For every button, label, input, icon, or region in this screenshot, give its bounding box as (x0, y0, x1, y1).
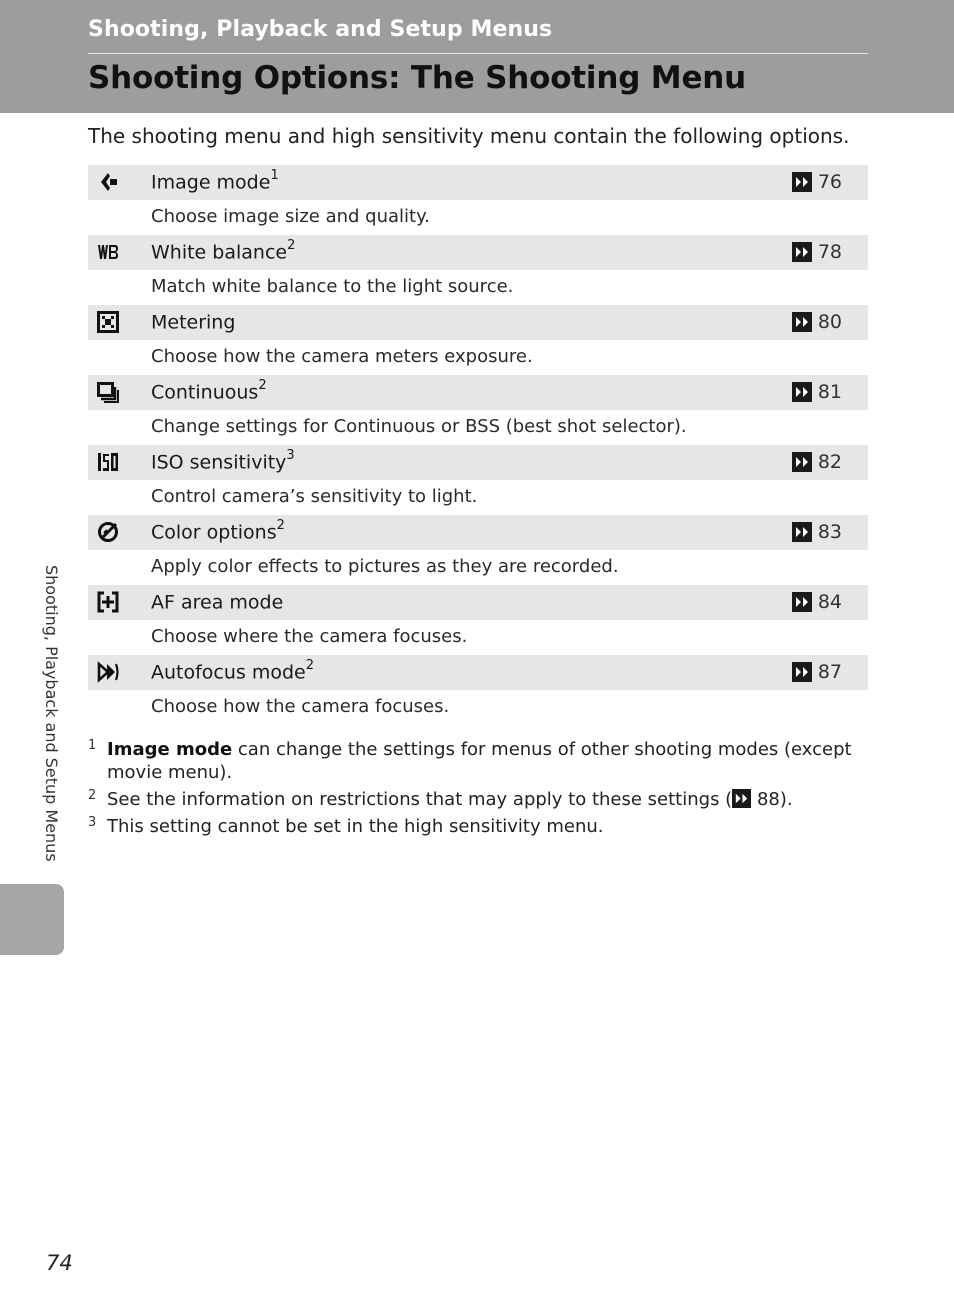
shooting-menu-table (88, 165, 868, 725)
menu-item-header (88, 515, 868, 550)
footnote-text: See the information on restrictions that may apply to these settings ( (107, 789, 733, 810)
page-reference (792, 521, 842, 543)
page-number: 74 (46, 1251, 73, 1275)
footnote-mark: 3 (88, 815, 97, 830)
menu-item-iso-sensitivity (88, 445, 868, 515)
menu-item-label: Color options$^2$ (151, 518, 285, 544)
section-title: Shooting, Playback and Setup Menus (88, 17, 553, 42)
menu-item-label: ISO sensitivity$^3$ (151, 448, 295, 474)
page-reference (792, 451, 842, 473)
menu-item-header (88, 165, 868, 200)
page-number-ref: 76 (817, 171, 842, 193)
footnote-mark: 2 (88, 788, 97, 803)
page-reference-icon (732, 789, 751, 808)
page-number-ref: 78 (817, 241, 842, 263)
page-number-ref: 82 (817, 451, 842, 473)
white-balance-icon (97, 241, 119, 263)
page-reference-icon (792, 662, 812, 682)
page-reference-icon (792, 522, 812, 542)
metering-icon (97, 311, 119, 333)
continuous-icon (97, 381, 119, 403)
menu-item-description: Apply color effects to pictures as they are recorded. (151, 556, 619, 577)
menu-item-header (88, 585, 868, 620)
page-reference-icon (792, 452, 812, 472)
page-reference-icon (792, 382, 812, 402)
footnote-bold-term: Image mode (107, 739, 233, 760)
page-number-ref: 81 (817, 381, 842, 403)
intro-text: The shooting menu and high sensitivity menu contain the following options. (88, 124, 850, 148)
footnote-mark: 1 (88, 738, 97, 753)
footnote-page-ref: 88 (756, 789, 780, 810)
page-reference (792, 311, 842, 333)
menu-item-label: Image mode$^1$ (151, 168, 279, 194)
menu-item-header (88, 305, 868, 340)
page-reference-icon (792, 242, 812, 262)
menu-item-description: Control camera’s sensitivity to light. (151, 486, 478, 507)
iso-icon (97, 451, 119, 473)
color-options-icon (97, 521, 119, 543)
page-reference-icon (792, 312, 812, 332)
menu-item-header (88, 655, 868, 690)
page-reference (792, 381, 842, 403)
page-title: Shooting Options: The Shooting Menu (88, 60, 747, 96)
footnote-2 (88, 788, 868, 811)
menu-item-header (88, 235, 868, 270)
menu-item-white-balance (88, 235, 868, 305)
menu-item-metering (88, 305, 868, 375)
page-number-ref: 80 (817, 311, 842, 333)
footnote-1 (88, 738, 868, 784)
menu-item-header (88, 445, 868, 480)
menu-item-label: Autofocus mode$^2$ (151, 658, 315, 684)
page-reference (792, 241, 842, 263)
menu-item-label: Continuous$^2$ (151, 378, 267, 404)
menu-item-description: Choose how the camera focuses. (151, 696, 450, 717)
side-section-label: Shooting, Playback and Setup Menus (42, 565, 61, 862)
menu-item-autofocus-mode (88, 655, 868, 725)
footnote-text: can change the settings for menus of other shooting modes (except movie menu). (107, 739, 852, 783)
menu-item-description: Choose where the camera focuses. (151, 626, 468, 647)
footnote-text: This setting cannot be set in the high sensitivity menu. (107, 816, 604, 837)
page-reference-icon (792, 592, 812, 612)
header-divider (88, 53, 868, 54)
menu-item-label: White balance$^2$ (151, 238, 296, 264)
footnote-text: ). (779, 789, 793, 810)
menu-item-description: Match white balance to the light source. (151, 276, 514, 297)
page-reference (792, 661, 842, 683)
footnote-3 (88, 815, 868, 838)
page-number-ref: 87 (817, 661, 842, 683)
side-section-tab (0, 884, 64, 955)
menu-item-label: AF area mode (151, 591, 284, 614)
page-reference (792, 171, 842, 193)
page-header (0, 0, 954, 113)
page-reference-icon (792, 172, 812, 192)
autofocus-mode-icon (97, 661, 119, 683)
menu-item-color-options (88, 515, 868, 585)
image-mode-icon (97, 171, 119, 193)
menu-item-description: Change settings for Continuous or BSS (best shot selector). (151, 416, 687, 437)
page-number-ref: 84 (817, 591, 842, 613)
menu-item-image-mode (88, 165, 868, 235)
af-area-icon (97, 591, 119, 613)
menu-item-description: Choose image size and quality. (151, 206, 430, 227)
menu-item-continuous (88, 375, 868, 445)
menu-item-label: Metering (151, 311, 236, 334)
footnotes (88, 738, 868, 838)
page-reference (792, 591, 842, 613)
menu-item-description: Choose how the camera meters exposure. (151, 346, 533, 367)
page-number-ref: 83 (817, 521, 842, 543)
menu-item-af-area-mode (88, 585, 868, 655)
menu-item-header (88, 375, 868, 410)
